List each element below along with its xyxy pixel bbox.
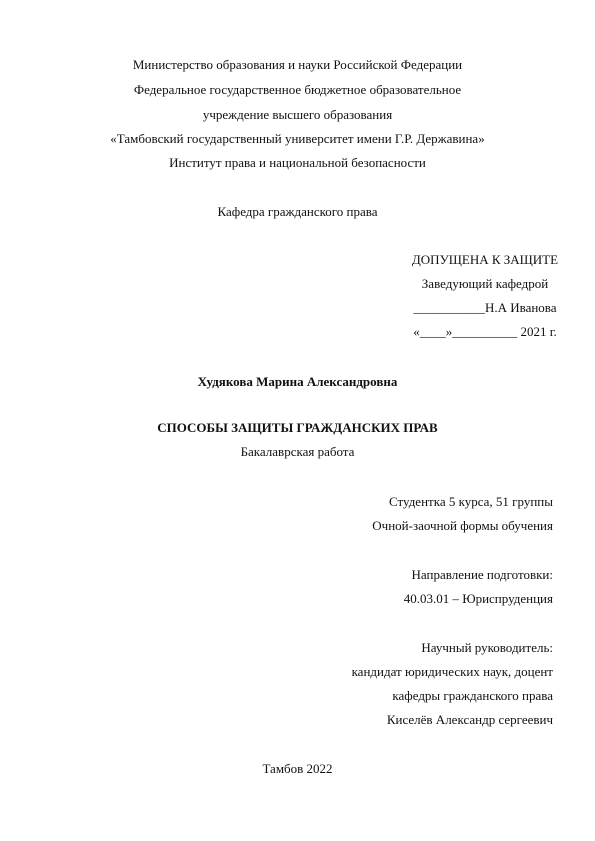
- university-name: «Тамбовский государственный университет имени Г.Р. Державина»: [110, 131, 485, 146]
- approval-title: ДОПУЩЕНА К ЗАЩИТЕ: [411, 252, 559, 267]
- approval-signature: ___________Н.А Иванова: [413, 300, 557, 315]
- supervisor-label: Научный руководитель:: [421, 640, 553, 655]
- direction-label: Направление подготовки:: [411, 567, 553, 582]
- supervisor-degree: кандидат юридических наук, доцент: [351, 664, 553, 679]
- supervisor-name: Киселёв Александр сергеевич: [386, 712, 553, 727]
- student-course-group: Студентка 5 курса, 51 группы: [389, 494, 553, 509]
- department-name: Кафедра гражданского права: [217, 204, 378, 219]
- approval-role: Заведующий кафедрой: [421, 276, 549, 291]
- ministry-line: Министерство образования и науки Российской Федерации: [132, 57, 463, 72]
- institution-type-line-2: учреждение высшего образования: [202, 107, 393, 122]
- student-study-form: Очной-заочной формы обучения: [372, 518, 553, 533]
- institute-name: Институт права и национальной безопасности: [169, 155, 426, 170]
- author-name: Худякова Марина Александровна: [197, 374, 398, 389]
- work-type: Бакалаврская работа: [240, 444, 355, 459]
- city-year: Тамбов 2022: [262, 761, 333, 776]
- approval-date: «____»__________ 2021 г.: [413, 324, 557, 339]
- direction-value: 40.03.01 – Юриспруденция: [403, 591, 553, 606]
- work-title: СПОСОБЫ ЗАЩИТЫ ГРАЖДАНСКИХ ПРАВ: [157, 420, 438, 435]
- institution-type-line-1: Федеральное государственное бюджетное образовательное: [133, 82, 462, 97]
- supervisor-department: кафедры гражданского права: [392, 688, 553, 703]
